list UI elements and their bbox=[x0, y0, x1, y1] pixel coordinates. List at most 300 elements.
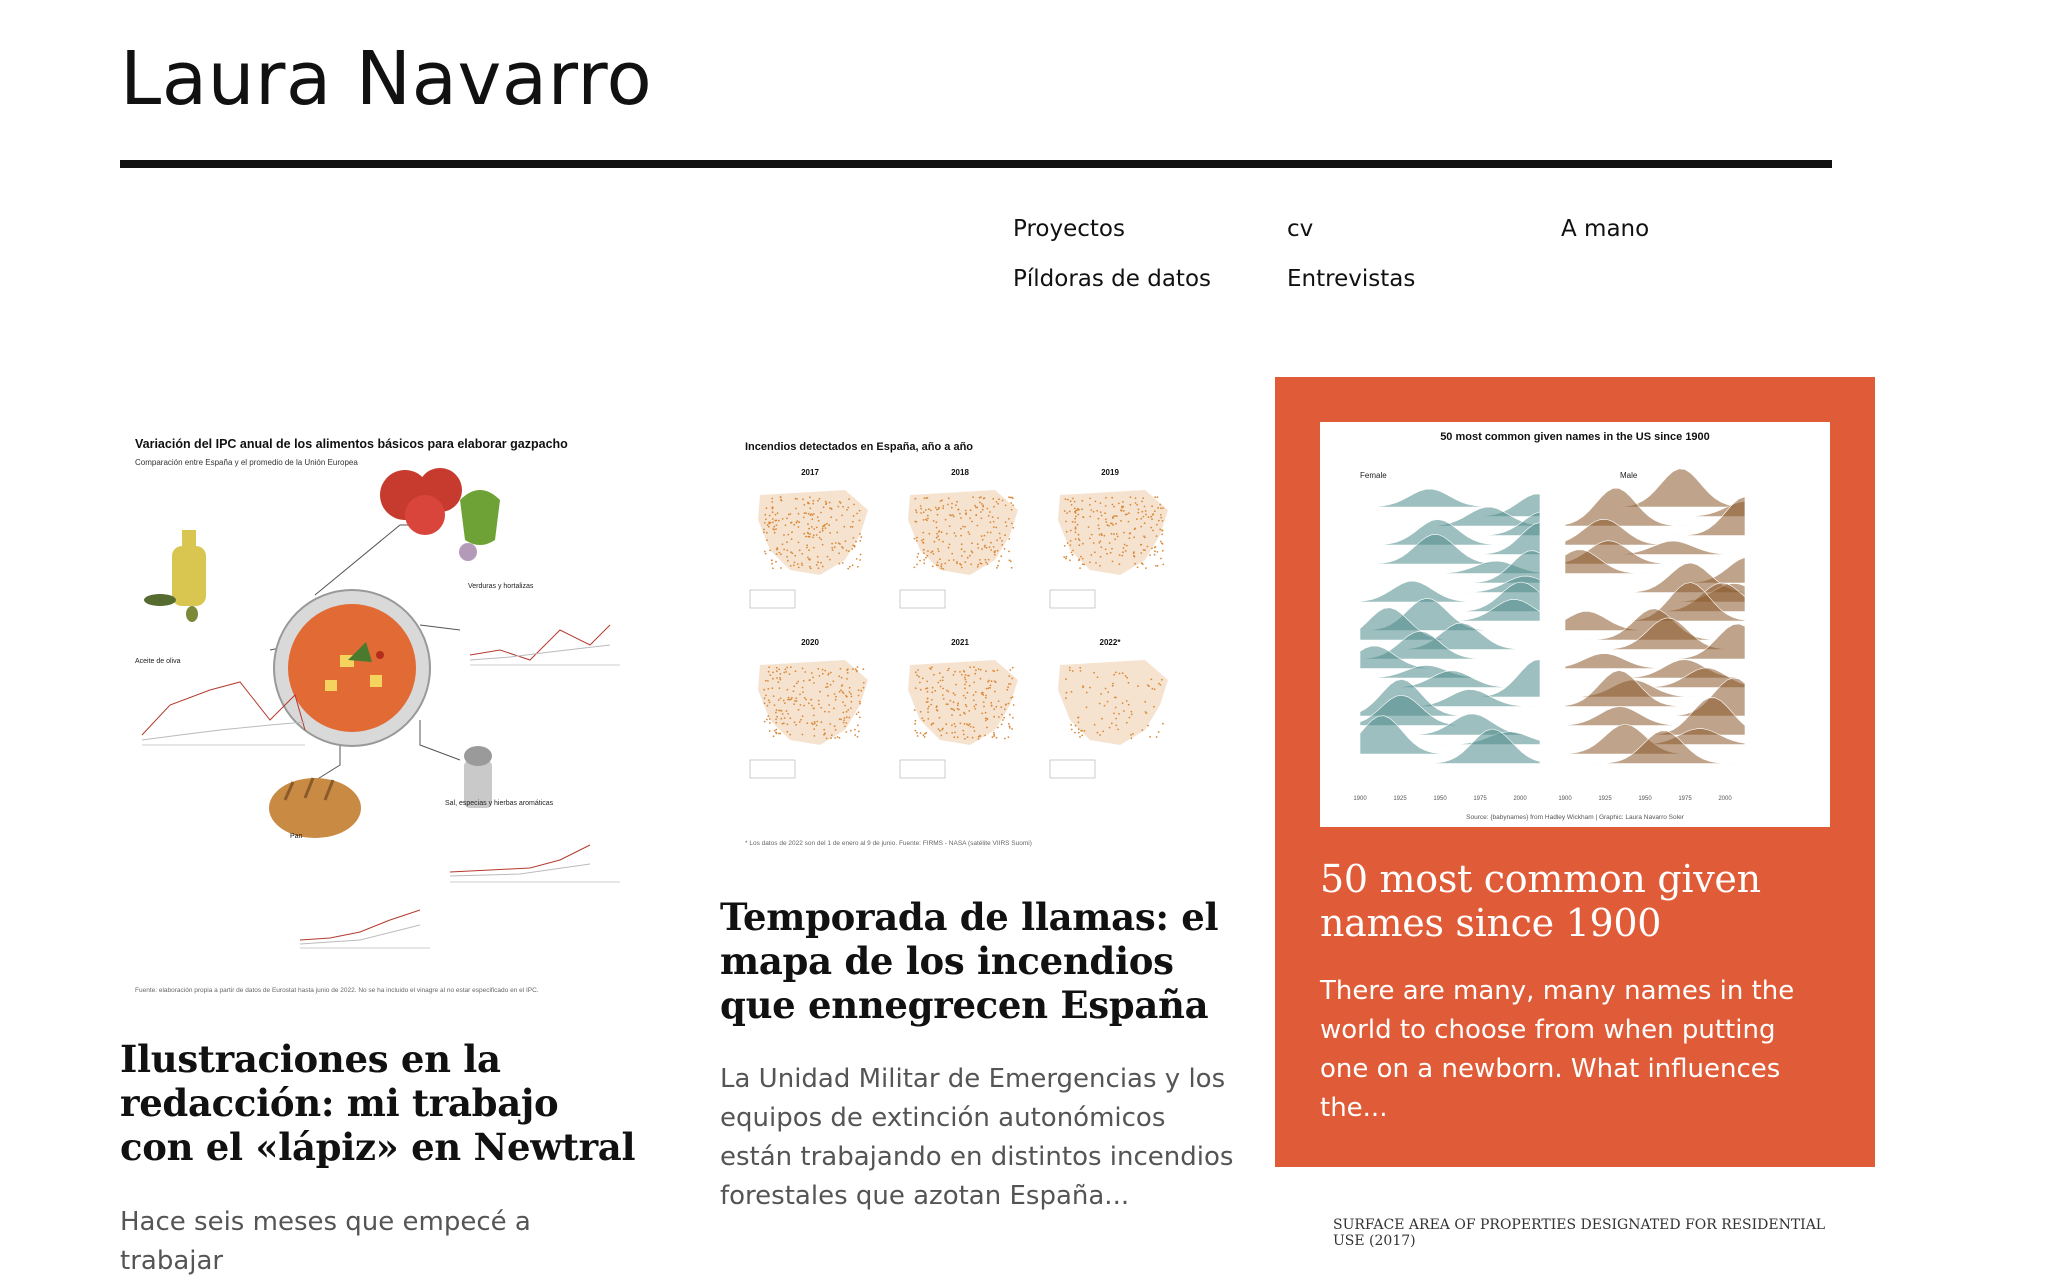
fire-dot bbox=[981, 503, 983, 505]
card-title[interactable]: 50 most common given names since 1900 bbox=[1320, 857, 1761, 945]
fire-dot bbox=[1123, 510, 1125, 512]
fire-dot bbox=[798, 567, 800, 569]
ridgeline-plots bbox=[1360, 469, 1745, 764]
next-card-caption[interactable]: SURFACE AREA OF PROPERTIES DESIGNATED FOR RESIDENTIAL USE (2017) bbox=[1333, 1217, 1826, 1249]
fire-dot bbox=[1082, 685, 1084, 687]
fire-dot bbox=[997, 727, 999, 729]
fire-dot bbox=[802, 687, 804, 689]
fire-dot bbox=[1011, 678, 1013, 680]
fire-map bbox=[900, 468, 1018, 608]
fire-dot bbox=[810, 514, 812, 516]
map-year-label: 2021 bbox=[951, 638, 969, 647]
fire-dot bbox=[858, 689, 860, 691]
fire-dot bbox=[1110, 522, 1112, 524]
fire-dot bbox=[838, 675, 840, 677]
fire-dot bbox=[1082, 516, 1084, 518]
fire-dot bbox=[954, 732, 956, 734]
fire-dot bbox=[1111, 497, 1113, 499]
fire-dot bbox=[799, 694, 801, 696]
fire-dot bbox=[1080, 556, 1082, 558]
fire-dot bbox=[1065, 558, 1067, 560]
fire-dot bbox=[816, 534, 818, 536]
fire-dot bbox=[964, 526, 966, 528]
fire-dot bbox=[786, 517, 788, 519]
fire-dot bbox=[1070, 724, 1072, 726]
fire-dot bbox=[942, 507, 944, 509]
fire-dot bbox=[926, 497, 928, 499]
fire-dot bbox=[953, 736, 955, 738]
fire-dot bbox=[775, 722, 777, 724]
fire-dot bbox=[1075, 538, 1077, 540]
fire-dot bbox=[951, 503, 953, 505]
fire-dot bbox=[1143, 535, 1145, 537]
fire-dot bbox=[957, 704, 959, 706]
fire-dot bbox=[846, 716, 848, 718]
fire-dot bbox=[838, 552, 840, 554]
fire-dot bbox=[837, 736, 839, 738]
fire-dot bbox=[826, 738, 828, 740]
fire-dot bbox=[786, 710, 788, 712]
fire-dot bbox=[1069, 511, 1071, 513]
fire-dot bbox=[818, 700, 820, 702]
fire-dot bbox=[923, 562, 925, 564]
fire-dot bbox=[1100, 511, 1102, 513]
fire-dot bbox=[1128, 682, 1130, 684]
fire-dot bbox=[977, 564, 979, 566]
thumb-heading: Incendios detectados en España, año a año bbox=[745, 441, 974, 453]
fire-dot bbox=[974, 505, 976, 507]
fire-dot bbox=[1160, 684, 1162, 686]
fire-dot bbox=[822, 566, 824, 568]
fire-dot bbox=[772, 678, 774, 680]
fire-dot bbox=[1151, 518, 1153, 520]
fire-dot bbox=[1161, 542, 1163, 544]
fire-dot bbox=[1124, 544, 1126, 546]
fire-dot bbox=[775, 514, 777, 516]
fire-dot bbox=[986, 688, 988, 690]
gazpacho-infographic-thumbnail[interactable] bbox=[120, 420, 640, 1016]
fire-dot bbox=[996, 539, 998, 541]
fire-dot bbox=[981, 563, 983, 565]
fire-dot bbox=[969, 723, 971, 725]
fire-dot bbox=[1146, 712, 1148, 714]
fire-dot bbox=[776, 553, 778, 555]
fire-dot bbox=[841, 546, 843, 548]
fire-dot bbox=[949, 544, 951, 546]
fire-dot bbox=[819, 691, 821, 693]
fire-dot bbox=[1111, 723, 1113, 725]
fire-dot bbox=[1104, 535, 1106, 537]
fire-dot bbox=[819, 537, 821, 539]
fire-dot bbox=[825, 501, 827, 503]
fire-dot bbox=[846, 669, 848, 671]
fire-dot bbox=[1112, 561, 1114, 563]
fire-dot bbox=[1072, 498, 1074, 500]
fire-dot bbox=[859, 701, 861, 703]
fire-dot bbox=[997, 503, 999, 505]
fire-dot bbox=[807, 523, 809, 525]
fire-dot bbox=[778, 681, 780, 683]
fire-dot bbox=[774, 532, 776, 534]
fire-dot bbox=[920, 732, 922, 734]
fire-dot bbox=[949, 525, 951, 527]
fire-dot bbox=[840, 689, 842, 691]
fire-dot bbox=[1099, 534, 1101, 536]
fire-dot bbox=[1000, 555, 1002, 557]
fire-dot bbox=[930, 510, 932, 512]
fire-dot bbox=[1153, 706, 1155, 708]
fire-dot bbox=[922, 532, 924, 534]
fire-dot bbox=[773, 695, 775, 697]
fire-dot bbox=[965, 510, 967, 512]
fire-dot bbox=[768, 699, 770, 701]
fire-dot bbox=[817, 500, 819, 502]
fire-dot bbox=[1099, 565, 1101, 567]
fire-dot bbox=[788, 514, 790, 516]
fire-dot bbox=[994, 551, 996, 553]
fire-dot bbox=[1125, 514, 1127, 516]
fire-dot bbox=[1117, 729, 1119, 731]
fire-dot bbox=[1122, 501, 1124, 503]
fire-map bbox=[750, 638, 868, 778]
fire-dot bbox=[812, 503, 814, 505]
fire-dot bbox=[842, 506, 844, 508]
fire-dot bbox=[1074, 521, 1076, 523]
fire-dot bbox=[829, 532, 831, 534]
fire-dot bbox=[1088, 526, 1090, 528]
fire-dot bbox=[780, 496, 782, 498]
fire-dot bbox=[781, 710, 783, 712]
nav-item-proyectos[interactable]: Proyectos bbox=[1013, 216, 1125, 242]
fire-dot bbox=[806, 722, 808, 724]
fire-dot bbox=[991, 680, 993, 682]
fire-dot bbox=[1009, 559, 1011, 561]
fire-dot bbox=[927, 555, 929, 557]
fire-dot bbox=[1162, 723, 1164, 725]
fire-dot bbox=[801, 553, 803, 555]
fire-dot bbox=[1162, 550, 1164, 552]
fire-dot bbox=[775, 528, 777, 530]
site-title[interactable]: Laura Navarro bbox=[120, 36, 653, 122]
fire-dot bbox=[1129, 717, 1131, 719]
fire-dot bbox=[955, 726, 957, 728]
fire-dot bbox=[790, 551, 792, 553]
fire-dot bbox=[859, 703, 861, 705]
fire-dot bbox=[1122, 551, 1124, 553]
fire-dot bbox=[807, 532, 809, 534]
fire-dot bbox=[1065, 697, 1067, 699]
fire-dot bbox=[951, 724, 953, 726]
fire-dot bbox=[1143, 549, 1145, 551]
fire-dot bbox=[1134, 528, 1136, 530]
card-title[interactable]: Ilustraciones en la redacción: mi trabajo con el «lápiz» en Newtral bbox=[120, 1037, 636, 1169]
fire-dot bbox=[948, 560, 950, 562]
fire-dot bbox=[997, 517, 999, 519]
fire-dot bbox=[1012, 504, 1014, 506]
fire-dot bbox=[816, 564, 818, 566]
fire-dot bbox=[1115, 697, 1117, 699]
year-ticks bbox=[1353, 796, 1732, 802]
fire-dot bbox=[1130, 496, 1132, 498]
thumb-heading: Variación del IPC anual de los alimentos básicos para elaborar gazpacho bbox=[135, 437, 568, 451]
fire-dot bbox=[941, 563, 943, 565]
fire-dot bbox=[1120, 509, 1122, 511]
fire-dot bbox=[1089, 687, 1091, 689]
fire-dot bbox=[830, 737, 832, 739]
fire-dot bbox=[996, 501, 998, 503]
fire-dot bbox=[1066, 512, 1068, 514]
fire-dot bbox=[985, 695, 987, 697]
fire-dot bbox=[947, 504, 949, 506]
fire-dot bbox=[963, 734, 965, 736]
fire-dot bbox=[959, 714, 961, 716]
given-names-ridgeline-thumbnail[interactable] bbox=[1320, 422, 1830, 827]
fire-dot bbox=[803, 517, 805, 519]
fire-dot bbox=[1122, 702, 1124, 704]
fire-dot bbox=[964, 723, 966, 725]
fire-dot bbox=[957, 736, 959, 738]
fire-dot bbox=[1112, 504, 1114, 506]
fire-dot bbox=[785, 671, 787, 673]
map-year-label: 2022* bbox=[1099, 638, 1121, 647]
fire-dot bbox=[863, 682, 865, 684]
fire-dot bbox=[1157, 496, 1159, 498]
fire-dot bbox=[997, 670, 999, 672]
fire-dot bbox=[1008, 551, 1010, 553]
fire-dot bbox=[916, 674, 918, 676]
fire-dot bbox=[963, 695, 965, 697]
fire-dot bbox=[1010, 497, 1012, 499]
fire-dot bbox=[990, 532, 992, 534]
fire-dot bbox=[773, 735, 775, 737]
fire-dot bbox=[783, 722, 785, 724]
fire-dot bbox=[841, 677, 843, 679]
fire-dot bbox=[1102, 731, 1104, 733]
fire-dot bbox=[818, 520, 820, 522]
fire-dot bbox=[1141, 729, 1143, 731]
fire-dot bbox=[834, 693, 836, 695]
fire-dot bbox=[1075, 516, 1077, 518]
fire-dot bbox=[964, 561, 966, 563]
fire-dot bbox=[828, 711, 830, 713]
fire-dot bbox=[1101, 515, 1103, 517]
fire-dot bbox=[782, 543, 784, 545]
fire-dot bbox=[1140, 544, 1142, 546]
fire-dot bbox=[786, 667, 788, 669]
fire-dot bbox=[835, 729, 837, 731]
fire-dot bbox=[769, 722, 771, 724]
fire-dot bbox=[832, 680, 834, 682]
fire-dot bbox=[1113, 674, 1115, 676]
fire-dot bbox=[791, 522, 793, 524]
fire-dot bbox=[863, 668, 865, 670]
fire-dot bbox=[789, 717, 791, 719]
fire-dot bbox=[1126, 700, 1128, 702]
fire-dot bbox=[824, 711, 826, 713]
fire-dot bbox=[1136, 504, 1138, 506]
fire-dot bbox=[826, 523, 828, 525]
fire-dot bbox=[794, 721, 796, 723]
fire-dot bbox=[793, 703, 795, 705]
fire-dot bbox=[1158, 520, 1160, 522]
fire-dot bbox=[1065, 678, 1067, 680]
fire-dot bbox=[999, 533, 1001, 535]
fire-dot bbox=[995, 706, 997, 708]
year-tick-label: 1900 bbox=[1353, 796, 1367, 802]
fire-dot bbox=[987, 718, 989, 720]
fire-dot bbox=[927, 518, 929, 520]
fire-dot bbox=[927, 711, 929, 713]
fire-dot bbox=[774, 730, 776, 732]
fire-dot bbox=[787, 689, 789, 691]
fire-dot bbox=[997, 565, 999, 567]
fire-dot bbox=[786, 556, 788, 558]
fire-dot bbox=[839, 563, 841, 565]
fire-dot bbox=[1075, 725, 1077, 727]
fire-dot bbox=[996, 567, 998, 569]
fire-dot bbox=[1004, 738, 1006, 740]
fire-dot bbox=[1104, 705, 1106, 707]
fire-dot bbox=[812, 537, 814, 539]
fire-dot bbox=[797, 563, 799, 565]
fire-dot bbox=[767, 715, 769, 717]
nav-item-a-mano[interactable]: A mano bbox=[1561, 216, 1650, 242]
fire-dot bbox=[946, 732, 948, 734]
fire-dot bbox=[1082, 558, 1084, 560]
fire-dot bbox=[777, 512, 779, 514]
fire-dot bbox=[793, 564, 795, 566]
fire-dot bbox=[934, 541, 936, 543]
fire-dot bbox=[935, 706, 937, 708]
fire-dot bbox=[846, 711, 848, 713]
fire-dot bbox=[817, 516, 819, 518]
fire-dot bbox=[981, 713, 983, 715]
year-tick-label: 1975 bbox=[1678, 796, 1692, 802]
fire-dot bbox=[942, 505, 944, 507]
fire-dot bbox=[794, 562, 796, 564]
fire-dot bbox=[857, 724, 859, 726]
fire-dot bbox=[972, 496, 974, 498]
fire-dot bbox=[942, 676, 944, 678]
fire-dot bbox=[819, 675, 821, 677]
fire-dot bbox=[979, 559, 981, 561]
fire-dot bbox=[835, 542, 837, 544]
fire-dot bbox=[854, 734, 856, 736]
wildfire-maps-thumbnail[interactable] bbox=[720, 420, 1240, 860]
fire-dot bbox=[774, 520, 776, 522]
fire-dot bbox=[964, 688, 966, 690]
fire-dot bbox=[977, 525, 979, 527]
fire-dot bbox=[959, 513, 961, 515]
fire-dot bbox=[919, 560, 921, 562]
fire-dot bbox=[776, 670, 778, 672]
fire-dot bbox=[981, 535, 983, 537]
fire-dot bbox=[1077, 508, 1079, 510]
fire-dot bbox=[992, 670, 994, 672]
fire-dot bbox=[956, 562, 958, 564]
nav-item-cv[interactable]: cv bbox=[1287, 216, 1314, 242]
fire-dot bbox=[951, 732, 953, 734]
fire-dot bbox=[1148, 516, 1150, 518]
nav-item-pildoras[interactable]: Píldoras de datos bbox=[1013, 266, 1211, 292]
map-year-label: 2019 bbox=[1101, 468, 1119, 477]
fire-dot bbox=[1154, 496, 1156, 498]
fire-dot bbox=[845, 731, 847, 733]
fire-dot bbox=[780, 499, 782, 501]
fire-dot bbox=[823, 506, 825, 508]
fire-dot bbox=[938, 539, 940, 541]
fire-dot bbox=[790, 565, 792, 567]
fire-dot bbox=[942, 694, 944, 696]
fire-dot bbox=[1074, 508, 1076, 510]
fire-dot bbox=[827, 686, 829, 688]
fire-dot bbox=[795, 670, 797, 672]
fire-dot bbox=[798, 709, 800, 711]
fire-dot bbox=[970, 563, 972, 565]
fire-dot bbox=[854, 729, 856, 731]
fire-dot bbox=[1161, 679, 1163, 681]
fire-dot bbox=[998, 716, 1000, 718]
fire-dot bbox=[951, 507, 953, 509]
fire-dot bbox=[968, 675, 970, 677]
fire-dot bbox=[799, 549, 801, 551]
fire-dot bbox=[807, 557, 809, 559]
fire-map bbox=[1050, 468, 1168, 608]
fire-dot bbox=[1140, 518, 1142, 520]
name-ridge bbox=[1360, 489, 1540, 507]
card-title[interactable]: Temporada de llamas: el mapa de los incendios que ennegrecen España bbox=[720, 895, 1219, 1027]
fire-dot bbox=[992, 736, 994, 738]
fire-dot bbox=[952, 514, 954, 516]
fire-dot bbox=[946, 533, 948, 535]
fire-dot bbox=[805, 699, 807, 701]
fire-dot bbox=[980, 511, 982, 513]
fire-dot bbox=[994, 680, 996, 682]
fire-dot bbox=[813, 528, 815, 530]
fire-dot bbox=[778, 733, 780, 735]
fire-dot bbox=[991, 705, 993, 707]
fire-dot bbox=[772, 567, 774, 569]
fire-dot bbox=[926, 681, 928, 683]
fire-dot bbox=[782, 713, 784, 715]
fire-dot bbox=[1157, 507, 1159, 509]
fire-dot bbox=[857, 566, 859, 568]
fire-dot bbox=[948, 547, 950, 549]
fire-dot bbox=[1131, 714, 1133, 716]
fire-dot bbox=[1151, 548, 1153, 550]
fire-dot bbox=[993, 526, 995, 528]
fire-dot bbox=[783, 700, 785, 702]
fire-dot bbox=[769, 515, 771, 517]
fire-dot bbox=[973, 726, 975, 728]
fire-dot bbox=[917, 735, 919, 737]
fire-dot bbox=[1098, 528, 1100, 530]
fire-dot bbox=[829, 723, 831, 725]
fire-dot bbox=[778, 520, 780, 522]
fire-dot bbox=[836, 519, 838, 521]
nav-item-entrevistas[interactable]: Entrevistas bbox=[1287, 266, 1416, 292]
fire-dot bbox=[813, 715, 815, 717]
fire-dot bbox=[1104, 512, 1106, 514]
fire-dot bbox=[1147, 546, 1149, 548]
project-card-given-names[interactable] bbox=[1275, 377, 1875, 1167]
fire-dot bbox=[1112, 524, 1114, 526]
fire-dot bbox=[925, 557, 927, 559]
fire-dot bbox=[783, 549, 785, 551]
fire-dot bbox=[853, 537, 855, 539]
fire-dot bbox=[768, 671, 770, 673]
fire-dot bbox=[982, 509, 984, 511]
